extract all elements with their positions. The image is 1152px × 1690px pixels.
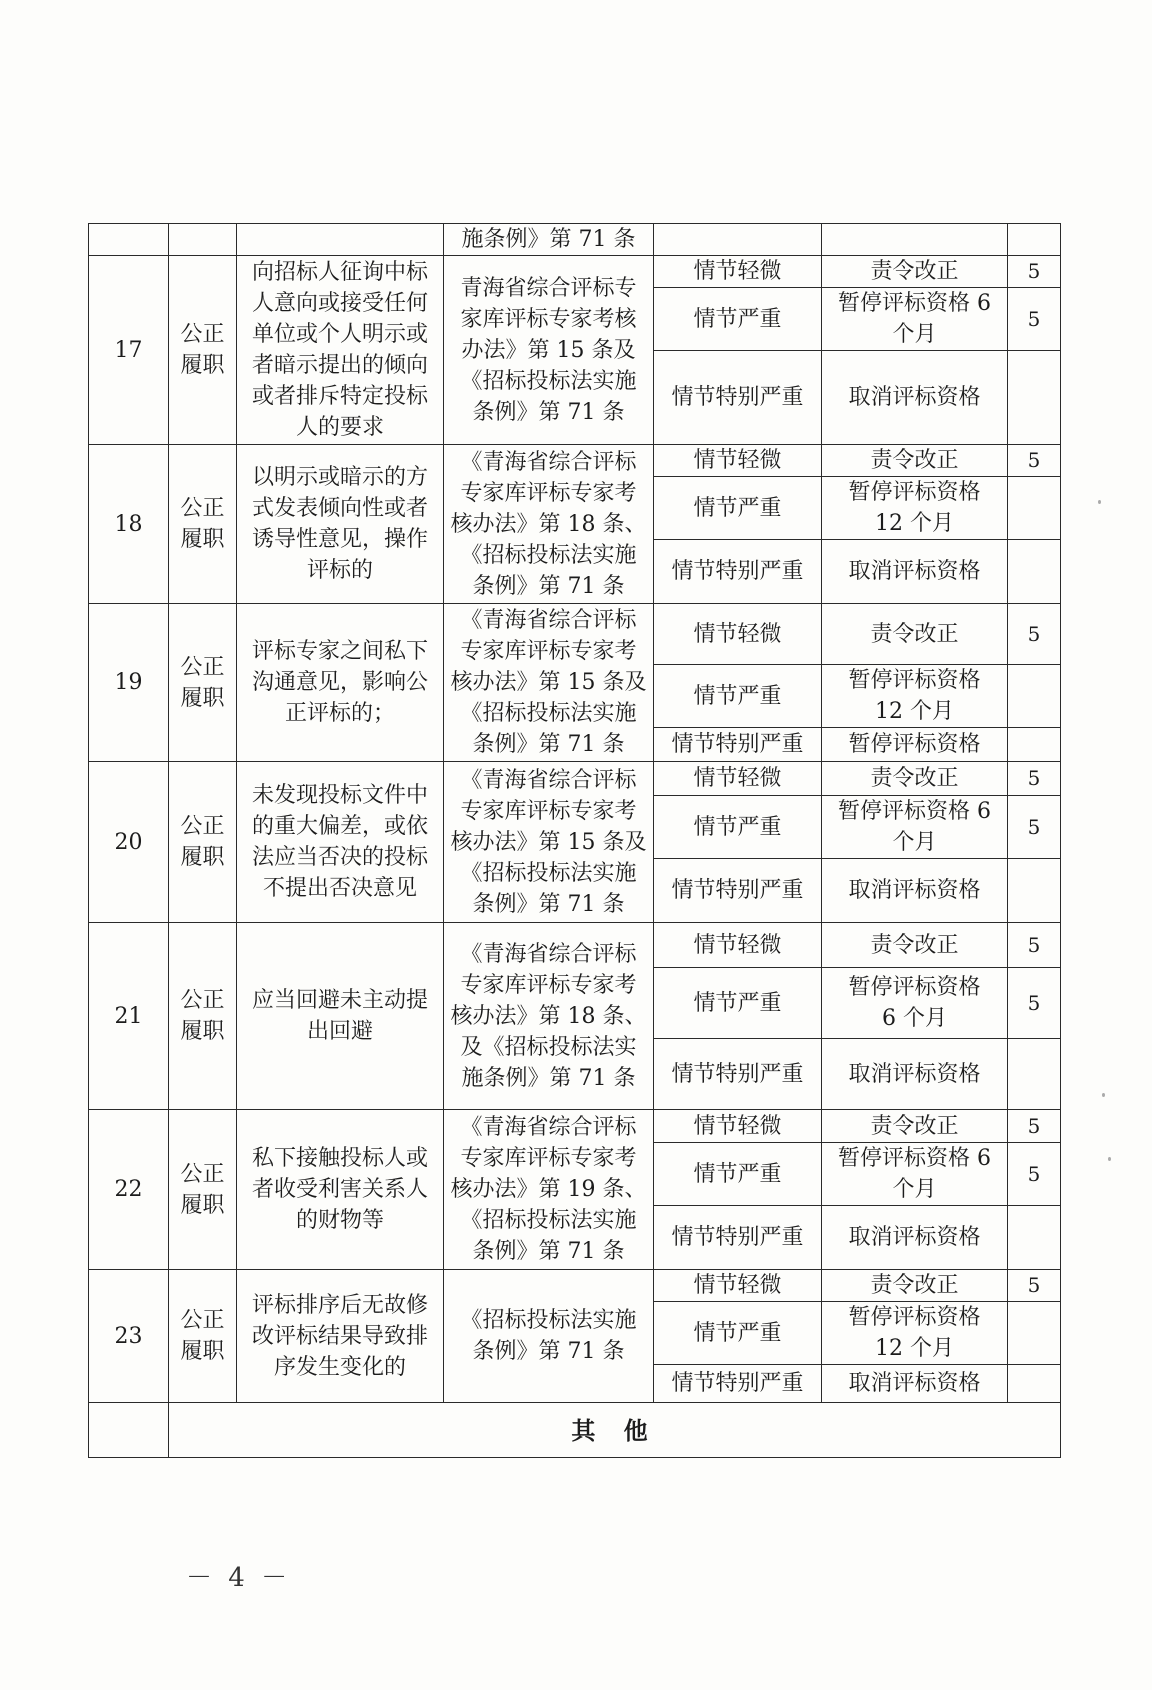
basis-cell: 《青海省综合评标 专家库评标专家考 核办法》第 18 条、 《招标投标法实施 条例》第 71 条 [444, 445, 654, 604]
category-cell: 公正 履职 [169, 762, 237, 923]
behavior-cell: 评标排序后无故修 改评标结果导致排 序发生变化的 [237, 1270, 444, 1403]
penalty-measure: 暂停评标资格 6 个月 [822, 288, 1008, 351]
severity-level: 情节轻微 [654, 256, 822, 288]
penalty-measure: 取消评标资格 [822, 1365, 1008, 1403]
category-cell: 公正 履职 [169, 256, 237, 445]
severity-level: 情节轻微 [654, 604, 822, 665]
score-cell: 5 [1008, 288, 1061, 351]
item-number: 19 [89, 604, 169, 762]
scan-speck [1098, 500, 1101, 504]
penalty-measure: 取消评标资格 [822, 540, 1008, 604]
cell-empty [89, 1403, 169, 1458]
cell-empty [1008, 224, 1061, 256]
table-row [89, 923, 1061, 968]
severity-level: 情节严重 [654, 1302, 822, 1365]
score-cell: 5 [1008, 762, 1061, 796]
score-cell [1008, 1039, 1061, 1110]
behavior-cell: 评标专家之间私下 沟通意见，影响公 正评标的； [237, 604, 444, 762]
item-number: 18 [89, 445, 169, 604]
table-row [89, 604, 1061, 665]
score-cell [1008, 1206, 1061, 1270]
cell-empty [89, 224, 169, 256]
severity-level: 情节轻微 [654, 1270, 822, 1302]
item-number: 21 [89, 923, 169, 1110]
score-cell: 5 [1008, 796, 1061, 859]
penalty-measure: 暂停评标资格 6 个月 [822, 796, 1008, 859]
basis-cell: 《青海省综合评标 专家库评标专家考 核办法》第 18 条、 及《招标投标法实 施条例》第 71 条 [444, 923, 654, 1110]
behavior-cell: 未发现投标文件中 的重大偏差，或依 法应当否决的投标 不提出否决意见 [237, 762, 444, 923]
severity-level: 情节轻微 [654, 923, 822, 968]
severity-level: 情节特别严重 [654, 1039, 822, 1110]
penalty-measure: 取消评标资格 [822, 1206, 1008, 1270]
cell-empty [822, 224, 1008, 256]
score-cell [1008, 859, 1061, 923]
category-cell: 公正 履职 [169, 923, 237, 1110]
scan-speck [1108, 1157, 1111, 1161]
basis-cell: 《青海省综合评标 专家库评标专家考 核办法》第 15 条及 《招标投标法实施 条例》第 71 条 [444, 762, 654, 923]
score-cell: 5 [1008, 923, 1061, 968]
score-cell [1008, 540, 1061, 604]
severity-level: 情节轻微 [654, 762, 822, 796]
severity-level: 情节严重 [654, 968, 822, 1039]
score-cell: 5 [1008, 1270, 1061, 1302]
penalty-measure: 取消评标资格 [822, 1039, 1008, 1110]
section-label-other: 其 他 [169, 1403, 1061, 1458]
severity-level: 情节轻微 [654, 445, 822, 477]
penalty-measure: 暂停评标资格 [822, 728, 1008, 762]
cell-empty [237, 224, 444, 256]
penalty-measure: 取消评标资格 [822, 859, 1008, 923]
penalty-measure: 责令改正 [822, 762, 1008, 796]
severity-level: 情节严重 [654, 796, 822, 859]
basis-cell: 施条例》第 71 条 [444, 224, 654, 256]
score-cell [1008, 728, 1061, 762]
category-cell: 公正 履职 [169, 445, 237, 604]
severity-level: 情节严重 [654, 477, 822, 540]
severity-level: 情节严重 [654, 288, 822, 351]
item-number: 20 [89, 762, 169, 923]
item-number: 23 [89, 1270, 169, 1403]
penalty-measure: 取消评标资格 [822, 351, 1008, 445]
severity-level: 情节特别严重 [654, 351, 822, 445]
severity-level: 情节严重 [654, 665, 822, 728]
table-row [89, 1270, 1061, 1302]
basis-cell: 《青海省综合评标 专家库评标专家考 核办法》第 19 条、 《招标投标法实施 条例》第 71 条 [444, 1110, 654, 1270]
score-cell [1008, 1302, 1061, 1365]
score-cell: 5 [1008, 1143, 1061, 1206]
table-row [89, 445, 1061, 477]
category-cell: 公正 履职 [169, 1110, 237, 1270]
score-cell [1008, 1365, 1061, 1403]
behavior-cell: 应当回避未主动提 出回避 [237, 923, 444, 1110]
page-number: － 4 － [186, 1563, 292, 1593]
penalty-measure: 暂停评标资格 12 个月 [822, 477, 1008, 540]
behavior-cell: 向招标人征询中标 人意向或接受任何 单位或个人明示或 者暗示提出的倾向 或者排斥特定投标 人的要求 [237, 256, 444, 445]
score-cell [1008, 477, 1061, 540]
severity-level: 情节特别严重 [654, 1206, 822, 1270]
category-cell: 公正 履职 [169, 1270, 237, 1403]
severity-level: 情节特别严重 [654, 859, 822, 923]
behavior-cell: 以明示或暗示的方 式发表倾向性或者 诱导性意见，操作 评标的 [237, 445, 444, 604]
table-body [89, 224, 1061, 1458]
score-cell: 5 [1008, 604, 1061, 665]
score-cell: 5 [1008, 445, 1061, 477]
continuation-row [89, 224, 1061, 256]
basis-cell: 《青海省综合评标 专家库评标专家考 核办法》第 15 条及 《招标投标法实施 条例》第 71 条 [444, 604, 654, 762]
severity-level: 情节轻微 [654, 1110, 822, 1143]
score-cell: 5 [1008, 968, 1061, 1039]
penalty-measure: 责令改正 [822, 1270, 1008, 1302]
table-row [89, 762, 1061, 796]
score-cell: 5 [1008, 1110, 1061, 1143]
table-row [89, 1110, 1061, 1143]
section-row-other [89, 1403, 1061, 1458]
item-number: 22 [89, 1110, 169, 1270]
penalty-measure: 暂停评标资格 12 个月 [822, 665, 1008, 728]
cell-empty [654, 224, 822, 256]
score-cell [1008, 665, 1061, 728]
severity-level: 情节特别严重 [654, 728, 822, 762]
penalty-measure: 责令改正 [822, 445, 1008, 477]
severity-level: 情节特别严重 [654, 540, 822, 604]
behavior-cell: 私下接触投标人或 者收受利害关系人 的财物等 [237, 1110, 444, 1270]
penalty-measure: 责令改正 [822, 923, 1008, 968]
penalty-measure: 暂停评标资格 6 个月 [822, 1143, 1008, 1206]
penalty-measure: 责令改正 [822, 256, 1008, 288]
scan-speck [1102, 1093, 1105, 1097]
category-cell: 公正 履职 [169, 604, 237, 762]
score-cell [1008, 351, 1061, 445]
penalty-table [88, 223, 1061, 1458]
severity-level: 情节特别严重 [654, 1365, 822, 1403]
severity-level: 情节严重 [654, 1143, 822, 1206]
penalty-measure: 责令改正 [822, 604, 1008, 665]
basis-cell: 青海省综合评标专 家库评标专家考核 办法》第 15 条及 《招标投标法实施 条例》第 71 条 [444, 256, 654, 445]
penalty-measure: 暂停评标资格 6 个月 [822, 968, 1008, 1039]
basis-cell: 《招标投标法实施 条例》第 71 条 [444, 1270, 654, 1403]
penalty-measure: 暂停评标资格 12 个月 [822, 1302, 1008, 1365]
item-number: 17 [89, 256, 169, 445]
score-cell: 5 [1008, 256, 1061, 288]
penalty-measure: 责令改正 [822, 1110, 1008, 1143]
cell-empty [169, 224, 237, 256]
table-row [89, 256, 1061, 288]
